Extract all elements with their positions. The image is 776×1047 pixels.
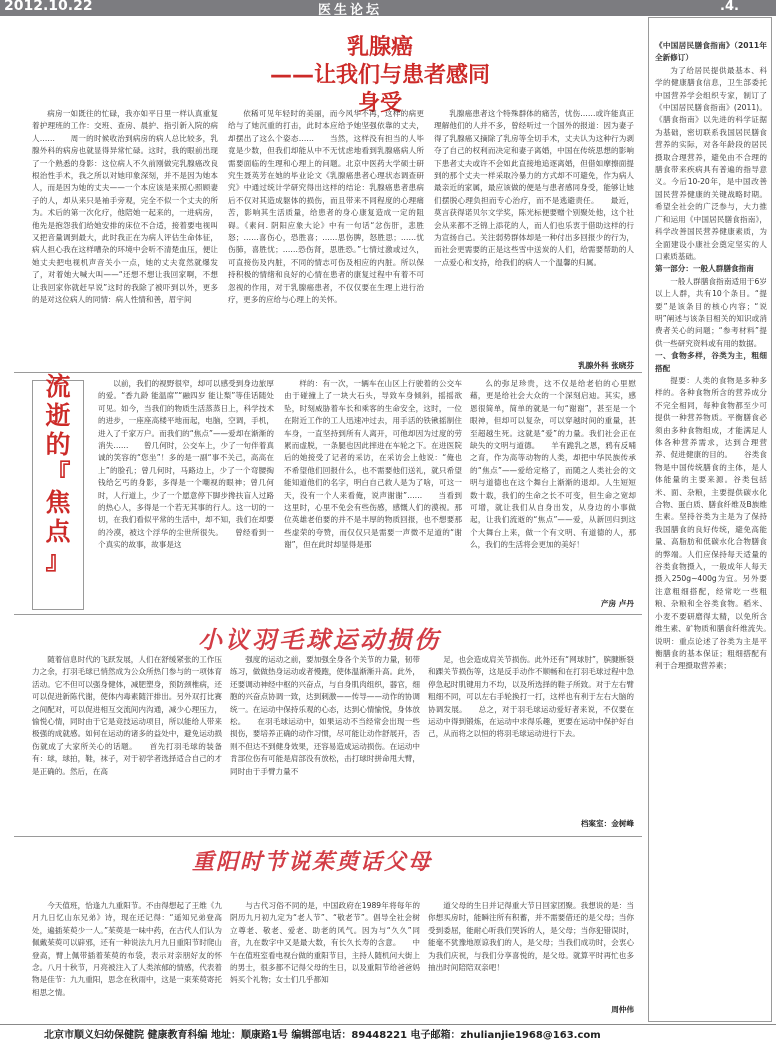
sidebar-item1-text: 提要：人类的食物是多种多样的。各种食物所含的营养成分不完全相同，每种食物都至少可提供一种营养物质。平衡膳食必须由多种食物组成，才能满足人体各种营养需求，达到合理营养、促进健康的目的。 谷类食物是中国传统膳食的主体，是人体能量的主要来源。谷类包括米、面、杂粮，主要提供碳水化合物、蛋白质、膳食纤维及B族维生素。坚持谷类为主是为了保持我国膳食的良好传统，避免高能量、高脂肪和低碳水化合物膳食的弊端。人们应保持每天适量的谷类食物摄入，一般成年人每天摄入250g~400g为宜。另外要注意粗细搭配，经常吃一些粗粮、杂粮和全谷类食物。稻米、小麦不要研磨得太精，以免所含维生素、矿物质和膳食纤维流失。 说明：重点论述了谷类为主是平衡膳食的基本保证；粗细搭配有利于合理摄取营养素； [655,375,767,671]
sidebar-part1-text: 一般人群膳食指南适用于6岁以上人群，共有10个条目。“提要”是该条目的核心内容；“说明”阐述与该条目相关的知识或消费者关心的问题；“参考材料”提供一些研究资料或有用的数据。 [655,276,767,348]
page-header [0,0,776,16]
article3-byline: 档案室：金树峰 [580,819,634,828]
page-footer: 北京市顺义妇幼保健院 健康教育科编 地址：顺康路1号 编辑部电话：89448221 电子邮箱：zhulianjie1968@163.com [0,1024,776,1046]
article4-column-1: 今天值班，恰逢九九重阳节。不由得想起了王维《九月九日忆山东兄弟》诗，现在还记得：“遥知兄弟登高处，遍插茱萸少一人。”茱萸是一味中药，在古代人们认为佩戴茱萸可以辟邪，还有一种说法九月九日重阳节时爬山登高，臂上佩带插着茱萸的布袋，表示对亲朋好友的怀念。八月十秋节，月亮被注入了人类浓郁的情感，代表着物是佳节：九九重阳，思念在秋雨中，这是一束茱萸寄托相思之情。 [32,901,222,997]
sidebar-part1-heading: 第一部分：一般人群膳食指南 [655,264,754,274]
article4-byline: 周仲伟 [611,1005,634,1014]
paper-name: 医生论坛 [318,3,383,18]
article2-byline: 产房 卢丹 [600,599,634,608]
sidebar-text [655,40,767,1015]
article2-column-1: 以前，我们的视野很窄，却可以感受到身边旅厚的爱。“香九龄 能温席”“融四岁 能让梨”等佳话随处可见。如今，当我们的物质生活蒸蒸日上，科学技术的进步，一座座高楼平地而起，电脑，空调，手机，进入了千家万户。而我们的“焦点”——爱却在渐渐的消失…… 曾几何时，公交车上，少了一句伴着真诚的笑容的“您坐”！多的是一副“事不关己，高高在上”的脸孔；曾几何时，马路边上，少了一个弯腰掏钱给乞丐的身影，多得是一个嘲视的眼神；曾几何时，人行道上，少了一个愿意停下脚步搀扶盲人过路的热心人，多得是一个若无其事的行人。这一切的一切，在我们看似平常的生活中，却不知，我们在却要的冷漠，被这个浮华的尘世所很失。 曾经看到一个真实的故事，故事是这 [98,379,274,550]
article-breast-cancer-title [265,34,495,118]
article3-column-2: 强度的运动之前，要加强全身各个关节的力量，韧带练习，做做热身运动或者慢跑，使体温渐渐升高。此外，还要调动神经中枢的兴奋点，与自身肌肉组织，器官，细胞的兴奋点协调一致，达到刺激——传导——动作的协调统一。在运动中保持乐观的心态，达到心情愉悦，身体放松。 在羽毛球运动中，如果运动不当经常会出现一些损伤，要培养正确的动作习惯，尽可能让动作舒展开，否则不但达不到健身效果，还容易造成运动损伤。在运动中肯部位伤有可能是肩部没有放松，击打球时拼命甩大臂，同时由于手臂力量不 [230,655,420,776]
article4-column-2: 与古代习俗不同的是，中国政府在1989年将每年的阴历九月初九定为“老人节”、“敬老节”。倡导全社会树立尊老、敬老、爱老、助老的风气。因为与“久久”同音，九在数字中又是最大数，有长久长寿的含意。 中午在值班室看电视台做的重阳节目，主持人随机问大街上的男士，很多都不记得父母的生日，以及重阳节给爸爸妈妈买个礼物；女士们几乎都知 [230,901,420,985]
divider [14,614,642,615]
article1-column-1: 病房一如既往的忙碌，我亦如平日里一样认真重复着护理班的工作：交班、查房、晨护、指引新入院的病人…… 周一的时候收治到病房的病人总比较多，乳腺外科的病房也就显得异常忙碌。这时，我的眼前出现了一个熟悉的身影：这位病人不久前刚做完乳腺癌改良根治性手术，我之所以对她印象深刻，并不是因为她本人，而是因为她的丈夫——一个本应该是来照心照顾妻子的人，却从来只是袖手旁观，完全不似一个丈夫的所为。术后的第一次化疗，他陪她一起来的，一进病房，他先是抱怨我们给她安排的床位不合适，接着要电视叫又把音量调到最大，此时我正在为病人评估生命体征，病人担心我在这样嘈杂的环境中会听不清楚血压，便让她丈夫把电视机声音关小一点，她的丈夫竟然就爆发了，对着她大喊大叫——“还想不想让我回家啊，不想让我回家你就赶早说”这时的我除了被吓到以外，更多的是对这位病人的同情：病人性情和善，眉宇间 [32,109,218,305]
article1-byline: 乳腺外科 张晓芬 [578,361,634,370]
divider [14,836,642,837]
sidebar-book-title: 《中国居民膳食指南》（2011年全新修订） [655,41,767,63]
article1-column-2: 依稀可见年轻时的美丽，而今风华不再，这样的病更给与了她沉重的打击，此时本应给予她坚强依靠的丈夫，却摆出了这么个姿态…… 当然，这样没有担当的人毕竟是少数，但我们却能从中不无忧虑地看到乳腺癌病人所需要面临的生理和心理上的问题。北京中医药大学硕士研究生聂英芳在她的毕业论文《乳腺癌患者心理状态调查研究》中通过统计学研究得出这样的结论：乳腺癌患者患病后不仅对其造成躯体的损伤，而且带来不同程度的心理痛苦，影响其生活质量，给患者的身心康复造成一定的阻碍。《素问. 阴阳应象大论》中有一句话“忿伤肝，悲胜怒；……喜伤心，恐胜喜；……思伤脾，怒胜思；……忧伤肺，喜胜忧；……恐伤肾，思胜恐。”七情过激或过久，可直接伤及内脏，不同的情志可伤及相应的内脏。所以保持积极的情绪和良好的心情在患者的康复过程中有着不可忽视的作用，对于乳腺癌患者，不仅仅要在生理上进行治疗，更多的应给与心理上的关怀。 [228,109,424,305]
article4-column-3: 道父母的生日并记得重大节日回家团聚。我想说的是：当你想买房时，能瞬注所有积蓄，并不需要借还的是父母；当你受到委屈，能耐心听我们哭诉的人，是父母；当你犯错误时，能毫不犹豫地原谅我们的人，是父母；当我们成功时，会衷心为我们庆祝，与我们分享喜悦的，是父母。就算平时再忙也多抽出时间陪陪双亲吧！ [428,901,634,973]
divider [14,372,642,373]
article2-column-3: 么的弥足珍贵，这不仅是给老伯的心里慰藉，更是给社会大众的一个深刻启迪。其实，感恩很简单，简单的就是一句“谢谢”，甚至是一个眼神，但却可以复杂，可以穿越时间的重量，甚至超越生死。这就是“爱”的力量。我们社会正在缺失的文明与道德。 羊有跪乳之恩，鸦有反哺之育，作为高等动物的人类，却把中华民族传承的“焦点”——爱给定格了，而随之人类社会的文明与道德也在这个舞台上渐渐的退却。人生短短数十载，我们的生命之长不可变，但生命之宽却可增，就让我们从自身出发，从身边的小事做起，让我们流逝的“焦点”——爱，从新回归到这个大舞台上来，做一个有文明、有道德的人，那么，我们的生活将会更加的美好！ [470,379,636,550]
article3-column-3: 足，也会造成肩关节损伤。此外还有“网球肘”，膑腱断裂和踝关节损伤等，这是反手动作不顺畅和在打羽毛球过程中急停急起时肌键用力不均，以及所选择的鞋子所致。对于左右臂粗细不同，可以左右手轮换打一打，这样也有利于左右大脑的协调发展。 总之，对于羽毛球运动爱好者来说，不仅要在运动中得到锻炼，在运动中求得乐趣，更要在运动中保护好自己，从而将之以恒的将羽毛球运动进行下去。 [428,655,634,739]
sidebar-intro: 为了给居民提供最基本、科学的健康膳食信息，卫生部委托中国营养学会组织专家，制订了《中国居民膳食指南》(2011)。《膳食指南》以先进的科学证据为基础，密切联系我国居民膳食营养的实际，对各年龄段的居民摄取合理营养，避免由不合理的膳食带来疾病具有普遍的指导意义。今后10-20年，是中国改善国民营养健康的关键战略时期。希望全社会的广泛参与，大力推广和运用《中国居民膳食指南》，科学改善国民营养健康素质，为全面建设小康社会奠定坚实的人口素质基础。 [655,65,767,261]
article-focus-title: 流 逝 的 『 焦 点 』 [45,372,71,575]
badminton-article-title: 小议羽毛球运动损伤 [198,626,441,654]
article-subtitle: ——让我们与患者感同身受 [269,63,490,116]
article1-column-3: 乳腺癌患者这个特殊群体的痛苦，忧伤……或许能真正理解他们的人并不多，曾经听过一个国外的报道：因为妻子得了乳腺癌又摘除了乳房等全切手术，丈夫认为这种行为剥夺了自己的权利而决定和妻子离婚，中国在传统思想的影响下患者丈夫或许不会如此直接地追逐离婚，但借如摩擦面提到的那个丈夫一样采取冷暴力的方式却不可避免，作为病人最亲近的家属，最应该做的便是与患者感同身受，能够让她们摆脱心理负担而专心治疗，而不是逃避责任。 最近，莫言获得诺贝尔文学奖，陈光标便要赠个别聚处他，这个社会从来都不乏锦上添花的人，而人们也乐衷于借助这样的行为宣扬自己。关注弱势群体却是一种付出多回报少的行为，而社会更需要的正是这些雪中送炭的人们，给需要帮助的人一点爱心和支持，给我们的病人一个温馨的归属。 [434,109,634,267]
page-number: .4. [720,0,739,14]
chongyang-article-title: 重阳时节说茱萸话父母 [192,850,433,875]
issue-date: 2012.10.22 [4,0,93,14]
article3-column-1: 随着信息时代的飞跃发展，人们在舒缓紧张的工作压力之余，打羽毛球已悄然成为公众所热门参与的一项体育活动。它不但可以强身健体，减肥塑身，预防颈椎病，还可以促进新陈代谢，使体内毒素随汗排出。另外双打比赛之间配对，可以促进相互交流间内沟通，减少心理压力，愉悦心情，同时由于它是竞技运动项目，所以能给人带来极强的成就感。如何在运动的诸多的益处中，避免运动损伤就成了大家所关心的话题。 首先打羽毛球的装备有：球，球拍，鞋，袜子，对于初学者选择适合自己的才是正确的。然后，在高 [32,655,222,776]
article2-column-2: 样的：有一次，一辆车在山区上行驶着的公交车由于碰撞上了一块大石头，导致车身倾斜，摇摇欲坠，时刻威胁着车长和乘客的生命安全，这时，一位在附近工作的工人迅速冲过去，用手活的铁锹摇制住车身，一直坚持到所有人离开，可他却因为过度的劳累而虚脱，一条腿也因此摔进在车轮之下。在进医院后的她接受了记者的采访，在采访会上他说：“俺也不希望他们回报什么，也不需要他们送礼，就只希望能知道他们的名字，明白自己救人是为了啥，可这一天，没有一个人来看俺，说声谢谢”…… 当看到这里时，心里不免会有些伤感，感慨人们的漠视。那位英雄老伯要的并不是丰厚的物质回报，也不想要那些虚荣的夸赞，而仅仅只是需要一声微不足道的“谢谢”，但在此时却显得是那 [284,379,462,550]
article-title: 乳腺癌 [346,35,413,60]
sidebar-item1-heading: 一、食物多样，谷类为主，粗细搭配 [655,351,767,373]
dietary-guidelines-sidebar [648,17,772,1022]
